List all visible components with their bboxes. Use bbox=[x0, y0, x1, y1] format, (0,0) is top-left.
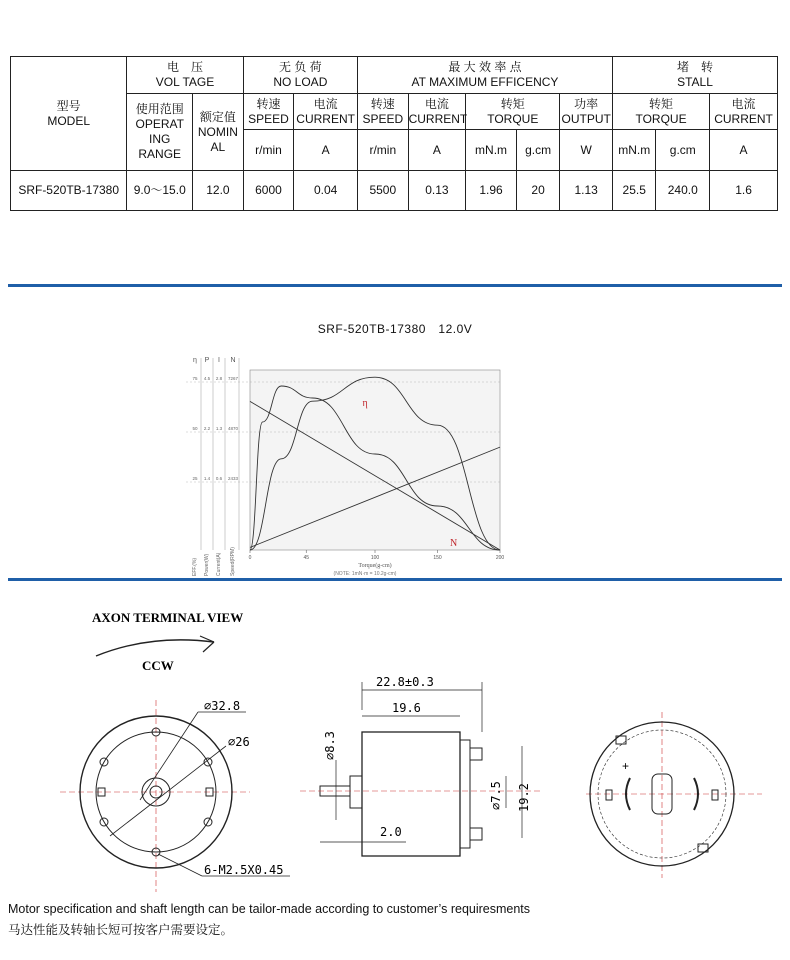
row-value: 2.8 bbox=[215, 376, 223, 381]
footer-chinese: 马达性能及转轴长短可按客户需要设定。 bbox=[8, 923, 234, 937]
row-value: 25 bbox=[192, 476, 198, 481]
x-tick-label: 200 bbox=[495, 555, 505, 561]
x-tick-label: 0 bbox=[248, 555, 252, 561]
sub-nominal: 额定值 NOMIN AL bbox=[193, 94, 244, 171]
hdr-no-load: 无 负 荷 NO LOAD bbox=[243, 57, 357, 94]
section-divider-top bbox=[8, 284, 782, 287]
rotation-arc bbox=[96, 640, 214, 656]
rear-view-drawing bbox=[586, 712, 766, 882]
front-boss bbox=[350, 776, 362, 808]
sub-me-torque: 转矩 TORQUE bbox=[466, 94, 560, 130]
unit-me-current: A bbox=[408, 130, 466, 171]
sub-st-torque: 转矩 TORQUE bbox=[612, 94, 709, 130]
row-value: 1.4 bbox=[203, 476, 211, 481]
chart-note: (NOTE: 1mN·m = 10.2g-cm) bbox=[333, 571, 397, 577]
cell-nl-current: 0.04 bbox=[294, 171, 358, 211]
plus-mark: + bbox=[622, 759, 630, 773]
height-label: 19.2 bbox=[517, 783, 531, 812]
shaft-len-label: 2.0 bbox=[380, 825, 402, 839]
hdr-max-efficiency: 最 大 效 率 点 AT MAXIMUM EFFICENCY bbox=[358, 57, 613, 94]
ccw-label: CCW bbox=[142, 658, 174, 673]
cell-me-output: 1.13 bbox=[560, 171, 613, 211]
x-tick-label: 45 bbox=[303, 555, 310, 561]
axon-terminal-view bbox=[0, 600, 284, 900]
footer-english: Motor specification and shaft length can be tailor-made according to customer’s requiresments bbox=[8, 902, 531, 916]
y-axis-label: Current(A) bbox=[216, 552, 222, 576]
unit-me-output: W bbox=[560, 130, 613, 171]
row-value: 75 bbox=[192, 376, 198, 381]
leader-dia-inner bbox=[110, 746, 226, 836]
row-value: 0.6 bbox=[215, 476, 223, 481]
rear-slot bbox=[606, 790, 612, 800]
unit-me-torque-g: g.cm bbox=[516, 130, 560, 171]
len-body-label: 19.6 bbox=[392, 701, 421, 715]
performance-chart bbox=[186, 350, 506, 578]
len-total-label: 22.8±0.3 bbox=[376, 675, 434, 689]
terminal bbox=[470, 828, 482, 840]
row-value: 4.5 bbox=[203, 376, 211, 381]
series-label: η bbox=[362, 398, 368, 409]
cell-st-torque-g: 240.0 bbox=[656, 171, 710, 211]
sub-operating-range: 使用范围 OPERAT ING RANGE bbox=[127, 94, 193, 171]
row-value: 4870 bbox=[227, 426, 239, 431]
terminal bbox=[470, 748, 482, 760]
hdr-model: 型号 MODEL bbox=[11, 57, 127, 171]
cell-st-torque-mn: 25.5 bbox=[612, 171, 656, 211]
rotation-arrow-icon bbox=[200, 636, 214, 652]
unit-nl-current: A bbox=[294, 130, 358, 171]
hdr-stall: 堵 转 STALL bbox=[612, 57, 777, 94]
dia-boss-label: ⌀7.5 bbox=[489, 781, 503, 810]
spec-table bbox=[10, 56, 778, 211]
unit-st-current: A bbox=[710, 130, 778, 171]
y-axis-label: EFF.(%) bbox=[192, 557, 198, 576]
section-divider-bottom bbox=[8, 578, 782, 581]
sub-nl-speed: 转速 SPEED bbox=[243, 94, 294, 130]
col-header: I bbox=[218, 357, 220, 364]
x-axis-label: Torque(g-cm) bbox=[358, 563, 392, 569]
row-value: 2.2 bbox=[203, 426, 211, 431]
cell-model: SRF-520TB-17380 bbox=[11, 171, 127, 211]
sub-nl-current: 电流 CURRENT bbox=[294, 94, 358, 130]
x-tick-label: 150 bbox=[433, 555, 442, 561]
unit-nl-speed: r/min bbox=[243, 130, 294, 171]
cell-me-torque-g: 20 bbox=[516, 171, 560, 211]
axon-title: AXON TERMINAL VIEW bbox=[92, 610, 244, 625]
cell-me-torque-mn: 1.96 bbox=[466, 171, 517, 211]
cell-me-current: 0.13 bbox=[408, 171, 466, 211]
row-value: 2433 bbox=[227, 476, 239, 481]
y-axis-label: Speed(RPM) bbox=[230, 547, 236, 576]
unit-me-torque-mn: mN.m bbox=[466, 130, 517, 171]
y-axis-label: Power(W) bbox=[204, 553, 210, 576]
row-value: 7267 bbox=[227, 376, 239, 381]
sub-me-speed: 转速 SPEED bbox=[358, 94, 409, 130]
dia-shaft-label: ⌀8.3 bbox=[323, 731, 337, 760]
end-cap bbox=[460, 740, 470, 848]
cell-nominal: 12.0 bbox=[193, 171, 244, 211]
thread-label: 6-M2.5X0.45 bbox=[204, 863, 284, 877]
series-label: N bbox=[450, 537, 458, 549]
cell-st-current: 1.6 bbox=[710, 171, 778, 211]
cell-me-speed: 5500 bbox=[358, 171, 409, 211]
cell-range: 9.0～15.0 bbox=[127, 171, 193, 211]
unit-st-torque-g: g.cm bbox=[656, 130, 710, 171]
dia-outer-label: ⌀32.8 bbox=[204, 699, 241, 713]
unit-st-torque-mn: mN.m bbox=[612, 130, 656, 171]
cell-nl-speed: 6000 bbox=[243, 171, 294, 211]
side-view-drawing bbox=[300, 660, 550, 880]
col-header: N bbox=[230, 357, 236, 364]
row-value: 1.3 bbox=[215, 426, 223, 431]
col-header: η bbox=[193, 357, 197, 364]
sub-st-current: 电流 CURRENT bbox=[710, 94, 778, 130]
unit-me-speed: r/min bbox=[358, 130, 409, 171]
plot-area bbox=[250, 370, 500, 550]
row-value: 50 bbox=[192, 426, 198, 431]
dia-inner-label: ⌀26 bbox=[228, 735, 250, 749]
rear-slot bbox=[712, 790, 718, 800]
x-tick-label: 100 bbox=[370, 555, 380, 561]
sub-me-current: 电流 CURRENT bbox=[408, 94, 466, 130]
motor-body bbox=[362, 732, 460, 856]
chart-title: SRF-520TB-17380 12.0V bbox=[317, 322, 473, 336]
hdr-voltage: 电 压 VOL TAGE bbox=[127, 57, 243, 94]
sub-me-output: 功率 OUTPUT bbox=[560, 94, 613, 130]
col-header: P bbox=[204, 357, 210, 364]
